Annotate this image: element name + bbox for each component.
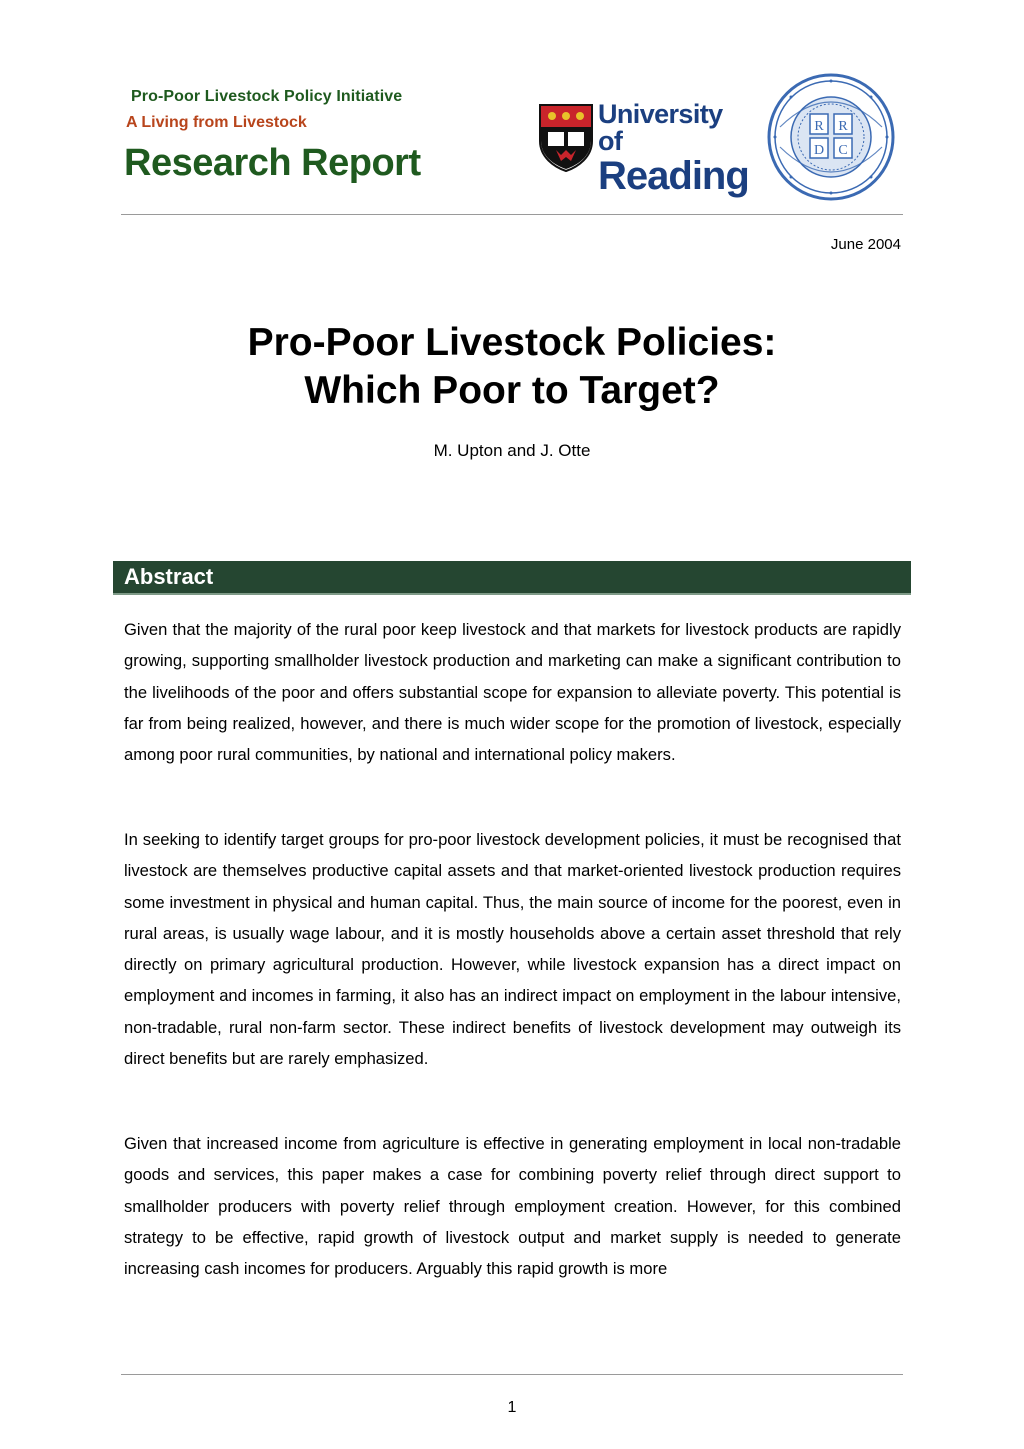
university-logo [538,99,750,198]
university-name-line1: University of [598,99,723,156]
footer-divider [121,1374,903,1375]
seal-letter-2: R [838,119,848,134]
abstract-heading: Abstract [124,564,214,589]
page-number: 1 [507,1399,517,1416]
authors: M. Upton and J. Otte [433,441,591,460]
initiative-name: Pro-Poor Livestock Policy Initiative [131,88,403,105]
header-divider [121,214,903,215]
abstract-paragraph-3: Given that increased income from agriculture is effective in generating employment in local non-tradable goods and services, this paper makes a case for combining poverty relief through direct support to smallholder producers with poverty relief through employment creation. However, for this combined strategy to be effective, rapid growth of livestock output and market supply is needed to generate increasing cash incomes for producers. Arguably this rapid growth is more [124,1134,901,1279]
seal-letter-4: C [838,143,848,158]
document-title [0,319,1024,415]
university-name-line2: Reading [598,154,749,198]
title-line-2: Which Poor to Target? [304,369,720,412]
seal-letter-3: D [813,143,825,158]
seal-letter-1: R [814,119,824,134]
publication-date: June 2004 [830,236,901,253]
initiative-tagline: A Living from Livestock [126,114,307,131]
title-line-1: Pro-Poor Livestock Policies: [247,321,777,364]
university-name [598,101,750,196]
research-consortium-seal [766,72,896,202]
abstract-paragraph-1: Given that the majority of the rural poor keep livestock and that markets for livestock products are rapidly growing, supporting smallholder livestock production and marketing can make a significant contribution to the livelihoods of the poor and offers substantial scope for expansion to alleviate poverty. This potential is far from being realized, however, and there is much wider scope for the promotion of livestock, especially among poor rural communities, by national and international policy makers. [124,620,901,765]
university-crest-icon [538,103,594,173]
report-type-heading: Research Report [124,142,421,184]
abstract-paragraph-2: In seeking to identify target groups for pro-poor livestock development policies, it must be recognised that livestock are themselves productive capital assets and that market-oriented livestock production requires some investment in physical and human capital. Thus, the main source of income for the poorest, even in rural areas, is usually wage labour, and it is mostly households above a certain asset threshold that rely directly on primary agricultural production. However, while livestock expansion has a direct impact on employment and incomes in farming, it also has an indirect impact on employment in the labour intensive, non-tradable, rural non-farm sector. These indirect benefits of livestock development may outweigh its direct benefits but are rarely emphasized. [124,830,901,1069]
abstract-heading-bar [113,561,911,595]
